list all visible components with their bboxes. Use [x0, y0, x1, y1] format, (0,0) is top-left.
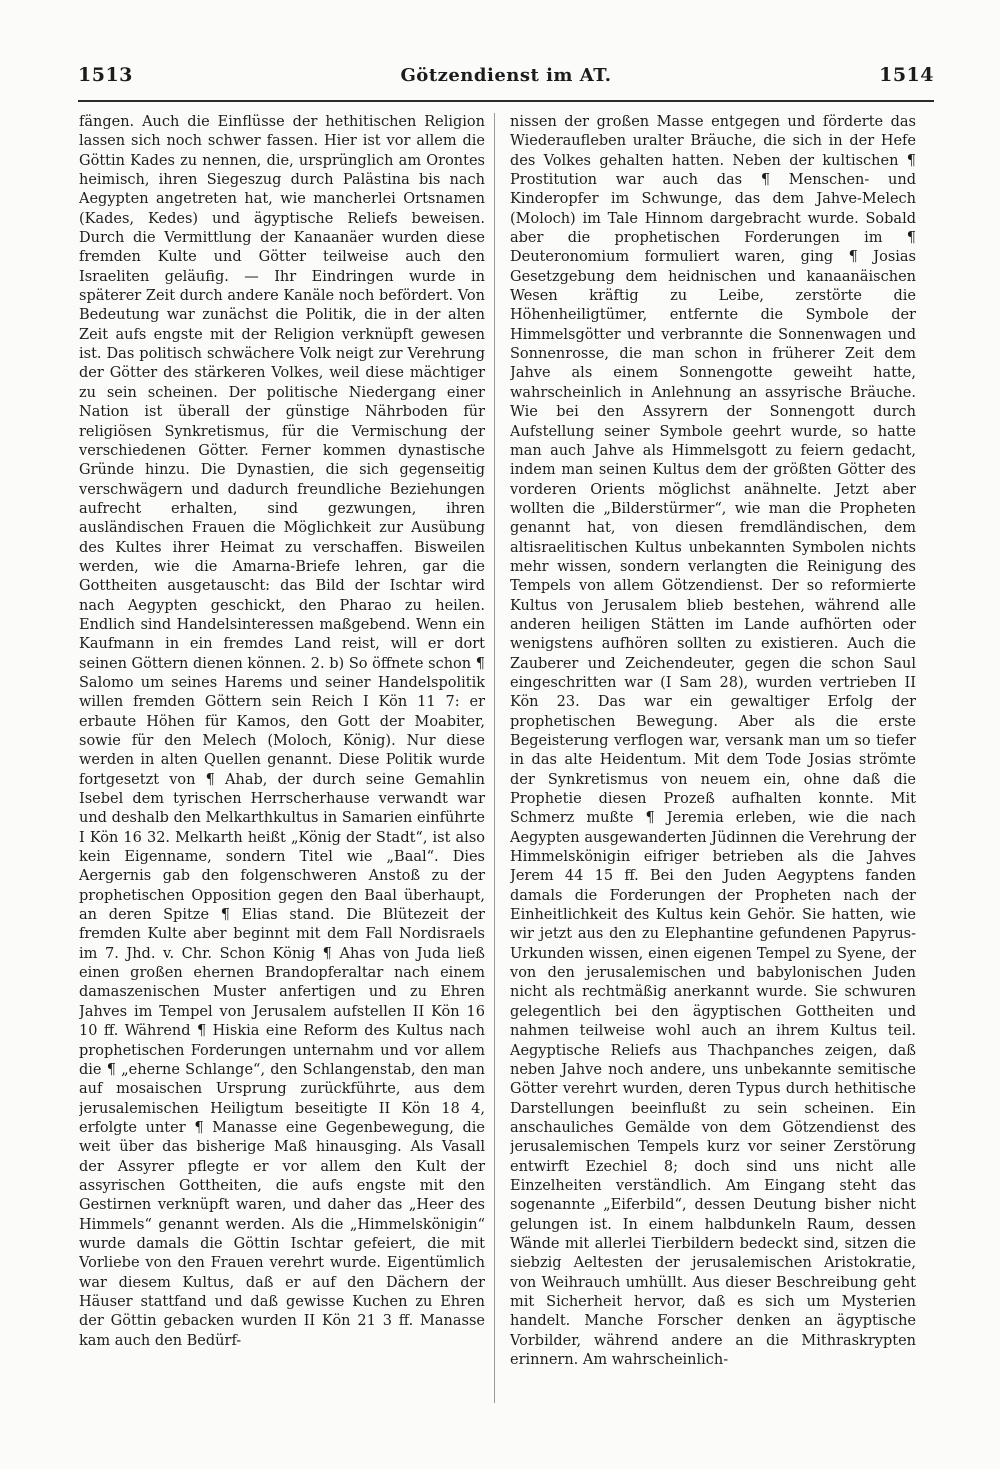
header-rule — [78, 100, 934, 102]
running-header — [78, 64, 934, 98]
page-number-right: 1514 — [879, 64, 934, 86]
page-number-left: 1513 — [78, 64, 133, 86]
text-column-right — [510, 113, 916, 1413]
column-text-right: nissen der großen Masse entgegen und förderte das Wiederaufleben uralter Bräuche, die sich in der Hefe des Volkes gehalten hatten. Neben der kultischen ¶ Prostitution war auch das ¶ Menschen- und Kinderopfer im Schwunge, das dem Jahve-Melech (Moloch) im Tale Hinnom dargebracht wurde. Sobald aber die prophetischen Forderungen im ¶ Deuteronomium formuliert waren, ging ¶ Josias Gesetzgebung dem heidnischen und kanaanäischen Wesen kräftig zu Leibe, zerstörte die Höhenheiligtümer, entfernte die Symbole der Himmelsgötter und verbrannte die Sonnenwagen und Sonnenrosse, die man schon in früherer Zeit dem Jahve als einem Sonnengotte geweiht hatte, wahrscheinlich in Anlehnung an assyrische Bräuche. Wie bei den Assyrern der Sonnengott durch Aufstellung seiner Symbole geehrt wurde, so hatte man auch Jahve als Himmelsgott zu feiern gedacht, indem man seinen Kultus dem der größten Götter des vorderen Orients möglichst anähnelte. Jetzt aber wollten die „Bilderstürmer“, wie man die Propheten genannt hat, von diesen fremdländischen, dem altisraelitischen Kultus unbekannten Symbolen nichts mehr wissen, sondern verlangten die Reinigung des Tempels von allem Götzendienst. Der so reformierte Kultus von Jerusalem blieb bestehen, während alle anderen heiligen Stätten im Lande aufhörten oder wenigstens aufhören sollten zu existieren. Auch die Zauberer und Zeichendeuter, gegen die schon Saul eingeschritten war (I Sam 28), wurden vertrieben II Kön 23. Das war ein gewaltiger Erfolg der prophetischen Bewegung. Aber als die erste Begeisterung verflogen war, versank man um so tiefer in das alte Heidentum. Mit dem Tode Josias strömte der Synkretismus von neuem ein, ohne daß die Prophetie diesen Prozeß aufhalten konnte. Mit Schmerz mußte ¶ Jeremia erleben, wie die nach Aegypten ausgewanderten Jüdinnen die Verehrung der Himmelskönigin eifriger betrieben als die Jahves Jerem 44 15 ff. Bei den Juden Aegyptens fanden damals die Forderungen der Propheten nach der Einheitlichkeit des Kultus kein Gehör. Sie hatten, wie wir jetzt aus den zu Elephantine gefundenen Papyrus-Urkunden wissen, einen eigenen Tempel zu Syene, der von den jerusalemischen und babylonischen Juden nicht als rechtmäßig anerkannt wurde. Sie schwuren gelegentlich bei den ägyptischen Gottheiten und nahmen teilweise wohl auch an ihrem Kultus teil. Aegyptische Reliefs aus Thachpanches zeigen, daß neben Jahve noch andere, uns unbekannte semitische Götter verehrt wurden, deren Typus durch hethitische Darstellungen beeinflußt zu sein scheinen. Ein anschauliches Gemälde von dem Götzendienst des jerusalemischen Tempels kurz vor seiner Zerstörung entwirft Ezechiel 8; doch sind uns nicht alle Einzelheiten verständlich. Am Eingang steht das sogenannte „Eiferbild“, dessen Deutung bisher nicht gelungen ist. In einem halbdunkeln Raum, dessen Wände mit allerlei Tierbildern bedeckt sind, sitzen die siebzig Aeltesten der jerusalemischen Aristokratie, von Weihrauch umhüllt. Aus dieser Beschreibung geht mit Sicherheit hervor, daß es sich um Mysterien handelt. Manche Forscher denken an ägyptische Vorbilder, während andere an die Mithraskrypten erinnern. Am wahrscheinlich- — [510, 114, 916, 1368]
column-divider — [494, 113, 495, 1403]
running-title: Götzendienst im AT. — [400, 65, 612, 86]
text-column-left — [79, 113, 485, 1413]
column-text-left: fängen. Auch die Einflüsse der hethitischen Religion lassen sich noch schwer fassen. Hier ist vor allem die Göttin Kades zu nennen, die, ursprünglich am Orontes heimisch, ihren Siegeszug durch Palästina bis nach Aegypten angetreten hat, wie mancherlei Ortsnamen (Kades, Kedes) und ägyptische Reliefs beweisen. Durch die Vermittlung der Kanaanäer wurden diese fremden Kulte und Götter teilweise auch den Israeliten geläufig. — Ihr Eindringen wurde in späterer Zeit durch andere Kanäle noch befördert. Von Bedeutung war zunächst die Politik, die in der alten Zeit aufs engste mit der Religion verknüpft gewesen ist. Das politisch schwächere Volk neigt zur Verehrung der Götter des stärkeren Volkes, weil diese mächtiger zu sein scheinen. Der politische Niedergang einer Nation ist überall der günstige Nährboden für religiösen Synkretismus, für die Vermischung der verschiedenen Götter. Ferner kommen dynastische Gründe hinzu. Die Dynastien, die sich gegenseitig verschwägern und dadurch freundliche Beziehungen aufrecht erhalten, sind gezwungen, ihren ausländischen Frauen die Möglichkeit zur Ausübung des Kultes ihrer Heimat zu verschaffen. Bisweilen werden, wie die Amarna-Briefe lehren, gar die Gottheiten ausgetauscht: das Bild der Ischtar wird nach Aegypten geschickt, den Pharao zu heilen. Endlich sind Handelsinteressen maßgebend. Wenn ein Kaufmann in ein fremdes Land reist, will er dort seinen Göttern dienen können. 2. b) So öffnete schon ¶ Salomo um seines Harems und seiner Handelspolitik willen fremden Göttern sein Reich I Kön 11 7: er erbaute Höhen für Kamos, den Gott der Moabiter, sowie für den Melech (Moloch, König). Nur diese werden in alten Quellen genannt. Diese Politik wurde fortgesetzt von ¶ Ahab, der durch seine Gemahlin Isebel dem tyrischen Herrscherhause verwandt war und deshalb den Melkarthkultus in Samarien einführte I Kön 16 32. Melkarth heißt „König der Stadt“, ist also kein Eigenname, sondern Titel wie „Baal“. Dies Aergernis gab den folgenschweren Anstoß zu der prophetischen Opposition gegen den Baal überhaupt, an deren Spitze ¶ Elias stand. Die Blütezeit der fremden Kulte aber beginnt mit dem Fall Nordisraels im 7. Jhd. v. Chr. Schon König ¶ Ahas von Juda ließ einen großen ehernen Brandopferaltar nach einem damaszenischen Muster anfertigen und zu Ehren Jahves im Tempel von Jerusalem aufstellen II Kön 16 10 ff. Während ¶ Hiskia eine Reform des Kultus nach prophetischen Forderungen unternahm und vor allem die ¶ „eherne Schlange“, den Schlangenstab, den man auf mosaischen Ursprung zurückführte, aus dem jerusalemischen Heiligtum beseitigte II Kön 18 4, erfolgte unter ¶ Manasse eine Gegenbewegung, die weit über das bisherige Maß hinausging. Als Vasall der Assyrer pflegte er vor allem den Kult der assyrischen Gottheiten, die aufs engste mit den Gestirnen verknüpft waren, und daher das „Heer des Himmels“ genannt werden. Als die „Himmelskönigin“ wurde damals die Göttin Ischtar gefeiert, die mit Vorliebe von den Frauen verehrt wurde. Eigentümlich war diesem Kultus, daß er auf den Dächern der Häuser stattfand und daß gewisse Kuchen zu Ehren der Göttin gebacken wurden II Kön 21 3 ff. Manasse kam auch den Bedürf- — [79, 114, 485, 1349]
